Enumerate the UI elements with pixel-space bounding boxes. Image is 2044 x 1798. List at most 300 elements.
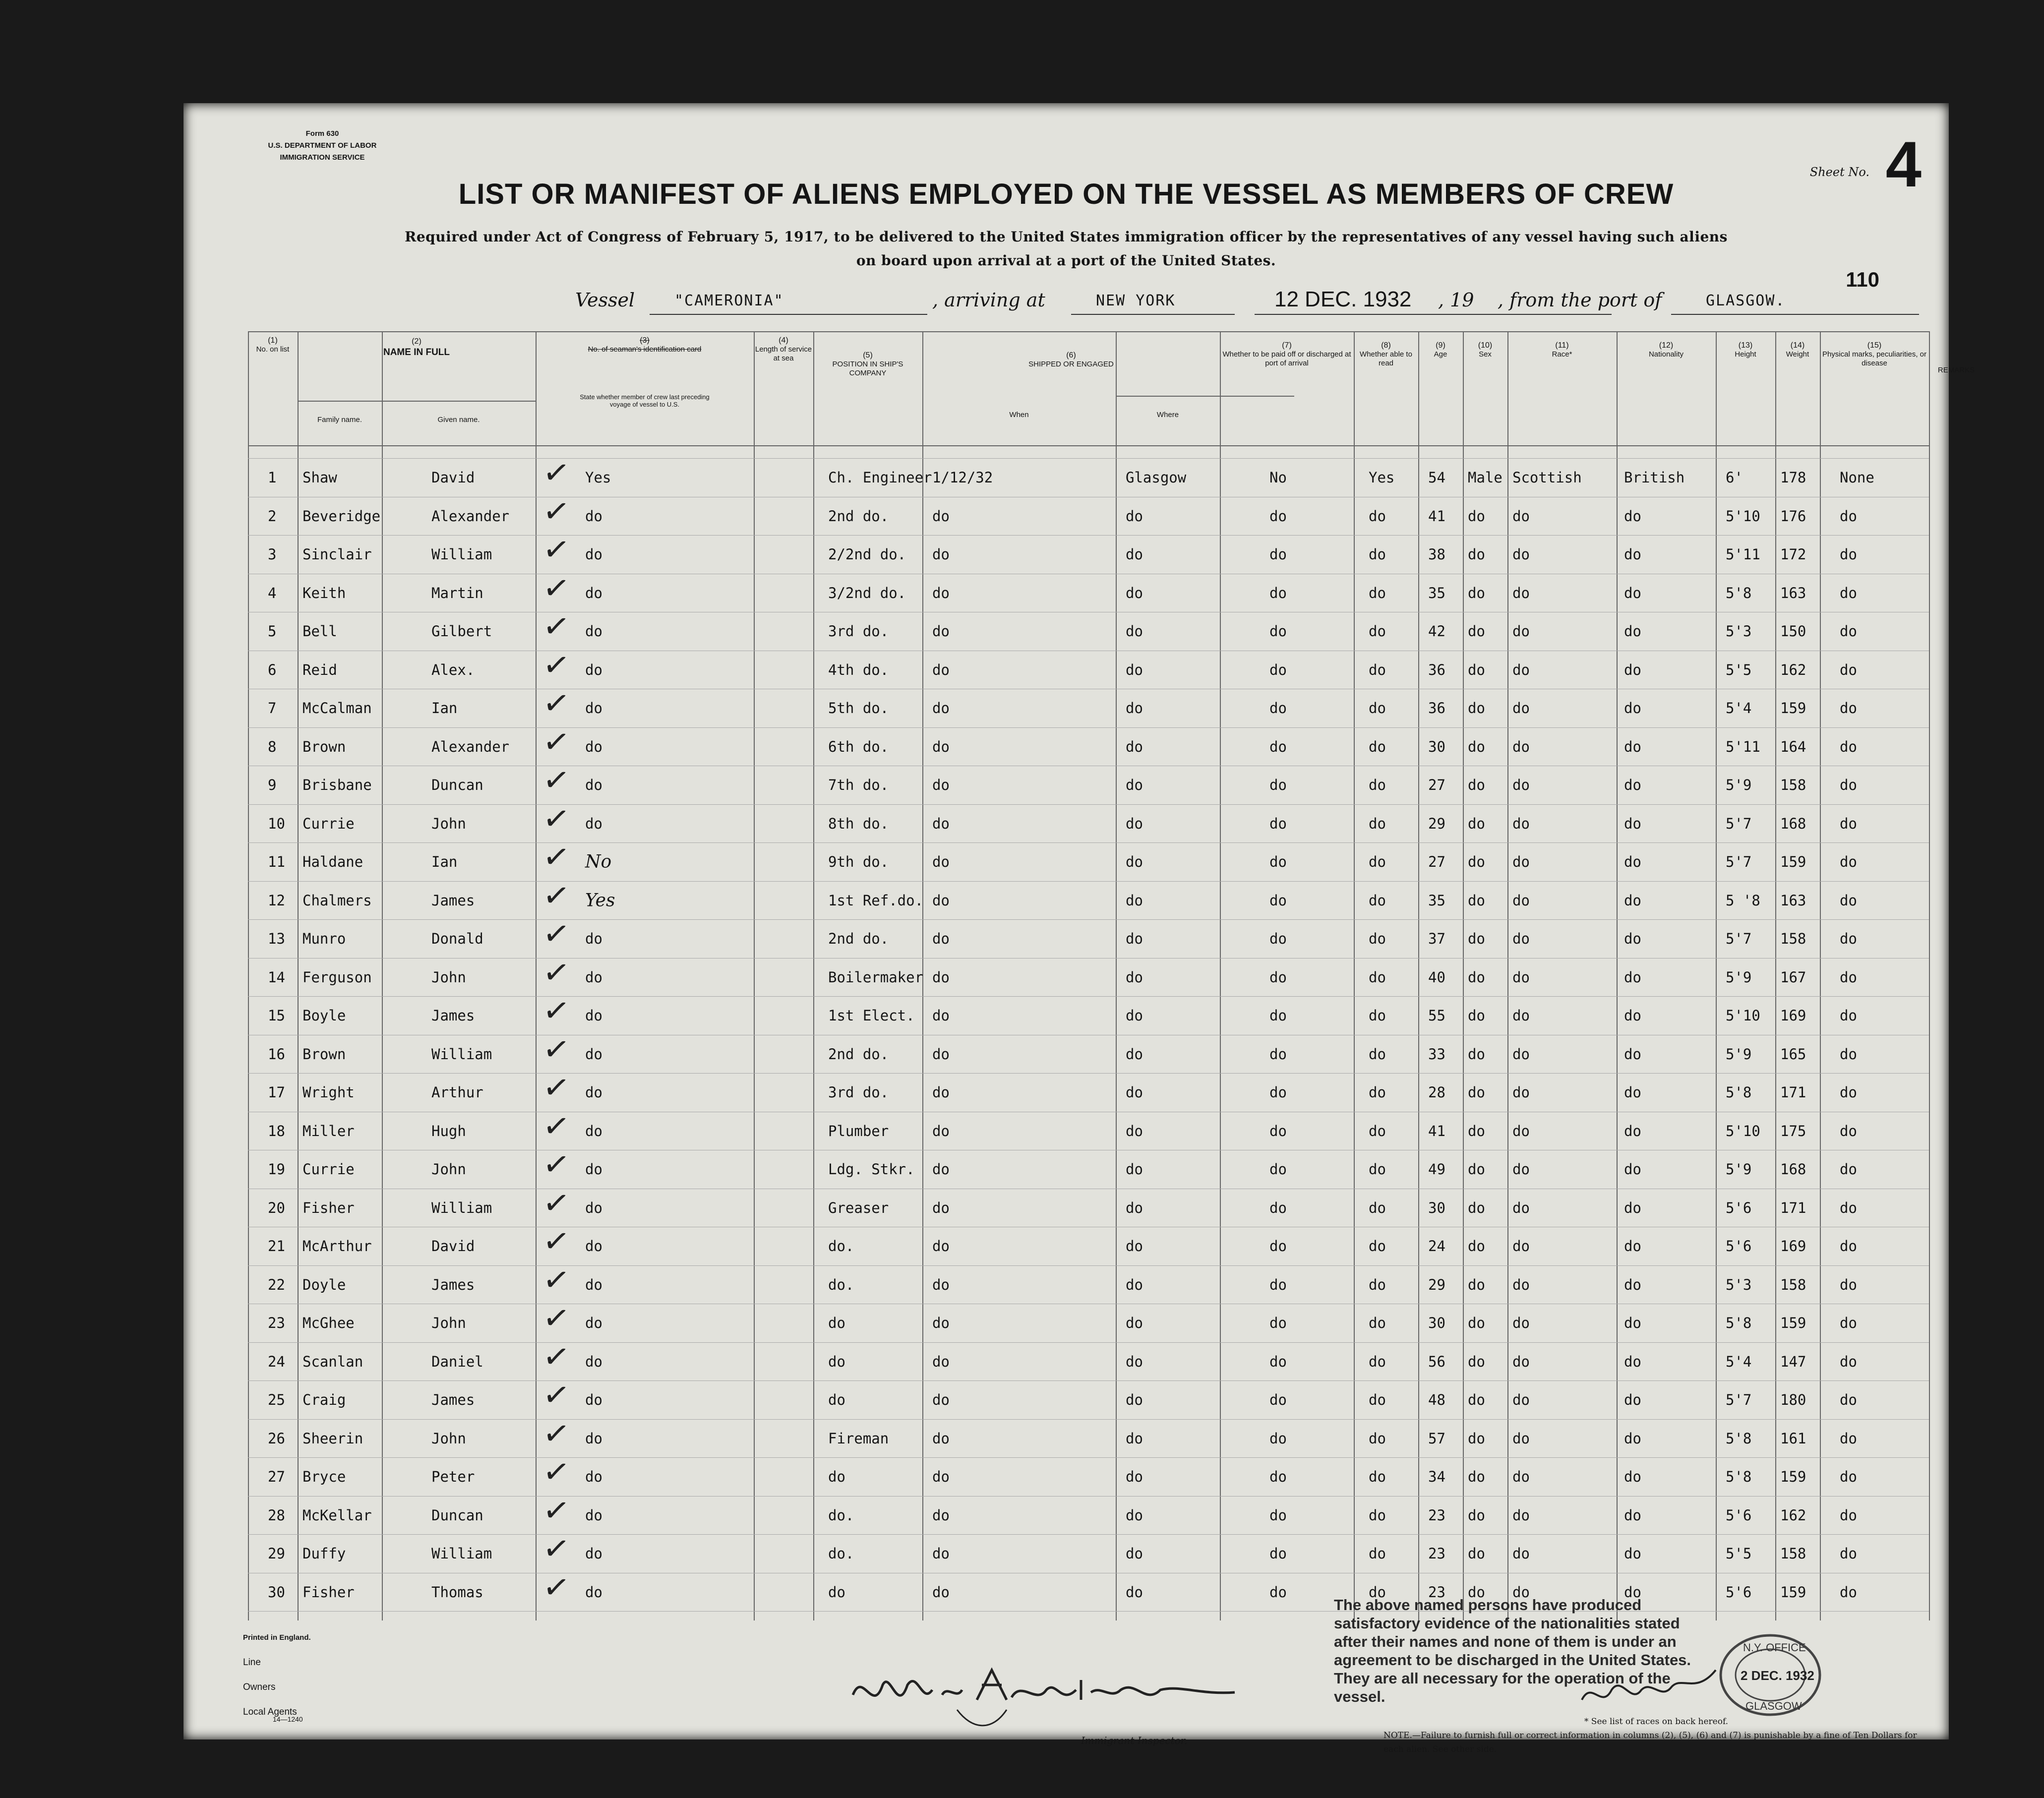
previous-voyage-cell: do <box>585 1391 602 1408</box>
previous-voyage-cell: do <box>585 1199 602 1216</box>
nationality-cell: do <box>1624 507 1641 525</box>
given-name-cell: Ian <box>431 700 458 717</box>
row-rule <box>248 535 1929 536</box>
nationality-cell: do <box>1624 1391 1641 1408</box>
given-name-cell: Donald <box>431 930 483 947</box>
nationality-cell: do <box>1624 700 1641 717</box>
weight-cell: 159 <box>1780 700 1806 717</box>
weight-cell: 171 <box>1780 1199 1806 1216</box>
row-rule <box>248 1380 1929 1381</box>
given-name-cell: Duncan <box>431 1506 483 1524</box>
able-to-read-cell: do <box>1369 1122 1386 1139</box>
family-name-cell: McGhee <box>302 1315 355 1331</box>
physical-marks-cell: do <box>1840 1545 1857 1562</box>
column-divider <box>1418 331 1419 1620</box>
paid-off-cell: do <box>1269 1161 1287 1178</box>
row-number-cell: 13 <box>268 930 285 947</box>
shipped-where-cell: do <box>1126 584 1143 601</box>
nationality-cell: do <box>1624 1161 1641 1178</box>
previous-voyage-cell: do <box>585 1468 602 1485</box>
column-divider <box>1507 331 1508 1620</box>
paid-off-cell: do <box>1269 1084 1287 1101</box>
paid-off-cell: do <box>1269 1506 1287 1524</box>
col-header-prev-voyage-number: (3) <box>640 336 650 345</box>
paid-off-cell: do <box>1269 1353 1287 1370</box>
col-header-read <box>1354 341 1418 368</box>
race-cell: do <box>1512 1199 1530 1216</box>
row-rule <box>248 958 1929 959</box>
col-header-marks-text: Physical marks, peculiarities, or disease <box>1822 350 1927 367</box>
nationality-cell: do <box>1624 1122 1641 1139</box>
name-subheader-rule <box>298 401 536 402</box>
col-header-sex-text: Sex <box>1479 350 1492 359</box>
shipped-subheader-rule <box>1116 396 1294 397</box>
column-divider <box>1716 331 1717 1620</box>
race-cell: do <box>1512 1391 1530 1408</box>
shipped-where-cell: do <box>1126 1315 1143 1331</box>
previous-voyage-cell: do <box>585 1430 602 1447</box>
age-cell: 41 <box>1428 507 1445 525</box>
height-cell: 5'7 <box>1726 1391 1752 1408</box>
age-cell: 35 <box>1428 892 1445 909</box>
arriving-label: , arriving at <box>932 289 1045 311</box>
able-to-read-cell: do <box>1369 623 1386 640</box>
form-number: Form 630 <box>305 129 339 138</box>
shipped-where-cell: do <box>1126 777 1143 793</box>
column-divider <box>1820 331 1821 1620</box>
checkmark-icon: ✓ <box>541 1567 572 1608</box>
row-number-cell: 6 <box>268 661 277 678</box>
physical-marks-cell: do <box>1840 507 1857 525</box>
manifest-table <box>248 331 1975 1620</box>
previous-voyage-cell: do <box>585 738 602 755</box>
physical-marks-cell: do <box>1840 1468 1857 1485</box>
physical-marks-cell: do <box>1840 661 1857 678</box>
checkmark-icon: ✓ <box>541 799 572 839</box>
col-header-age-number: (9) <box>1436 341 1445 350</box>
shipped-where-cell: do <box>1126 546 1143 563</box>
position-cell: Boilermaker <box>828 968 924 986</box>
position-cell: 8th do. <box>828 815 889 832</box>
checkmark-icon: ✓ <box>541 722 572 762</box>
sex-cell: do <box>1468 546 1485 563</box>
col-header-sex-number: (10) <box>1478 341 1493 350</box>
height-cell: 5'6 <box>1726 1238 1752 1255</box>
paid-off-cell: do <box>1269 892 1287 909</box>
family-name-cell: Bryce <box>302 1468 346 1485</box>
shipped-when-cell: do <box>932 738 950 755</box>
shipped-where-cell: do <box>1126 1238 1143 1255</box>
given-name-cell: Thomas <box>431 1583 483 1601</box>
col-header-weight <box>1775 341 1820 359</box>
checkmark-icon: ✓ <box>541 1144 572 1185</box>
given-name-cell: William <box>431 1199 492 1216</box>
weight-cell: 162 <box>1780 1506 1806 1524</box>
row-number-cell: 9 <box>268 777 277 793</box>
row-number-cell: 14 <box>268 968 285 986</box>
previous-voyage-cell: do <box>585 661 602 678</box>
nationality-cell: do <box>1624 815 1641 832</box>
col-header-position <box>813 351 922 378</box>
able-to-read-cell: do <box>1369 892 1386 909</box>
given-name-cell: William <box>431 1045 492 1063</box>
col-header-family-text: Family name. <box>317 416 362 424</box>
physical-marks-cell: do <box>1840 1430 1857 1447</box>
position-cell: do <box>828 1315 845 1331</box>
height-cell: 5'9 <box>1726 1045 1752 1063</box>
previous-voyage-cell: do <box>585 507 602 525</box>
previous-voyage-cell: No <box>585 851 612 872</box>
shipped-where-cell: do <box>1126 1430 1143 1447</box>
document-title: LIST OR MANIFEST OF ALIENS EMPLOYED ON THE VESSEL AS MEMBERS OF CREW <box>458 178 1674 210</box>
age-cell: 33 <box>1428 1045 1445 1063</box>
sex-cell: do <box>1468 930 1485 947</box>
shipped-when-cell: do <box>932 1122 950 1139</box>
able-to-read-cell: do <box>1369 1161 1386 1178</box>
col-header-given <box>382 416 536 424</box>
sex-cell: do <box>1468 1084 1485 1101</box>
shipped-where-cell: do <box>1126 1084 1143 1101</box>
nationality-cell: do <box>1624 968 1641 986</box>
sex-cell: do <box>1468 1353 1485 1370</box>
race-cell: do <box>1512 1238 1530 1255</box>
able-to-read-cell: do <box>1369 853 1386 870</box>
physical-marks-cell: do <box>1840 1583 1857 1601</box>
family-name-cell: Miller <box>302 1122 355 1139</box>
certification-stamp: The above named persons have produced satisfactory evidence of the nationalities stated after their names and none of them is under an agreement to be discharged in the United States. They are all necessary for the operation of the vessel. <box>1334 1596 1691 1705</box>
family-name-cell: Currie <box>302 1161 355 1178</box>
arrival-date-stamp: 12 DEC. 1932 <box>1274 287 1412 311</box>
shipped-when-cell: do <box>932 661 950 678</box>
row-number-cell: 2 <box>268 507 277 525</box>
able-to-read-cell: do <box>1369 1199 1386 1216</box>
previous-voyage-cell: do <box>585 584 602 601</box>
shipped-when-cell: do <box>932 930 950 947</box>
col-header-position-text: POSITION IN SHIP'S COMPANY <box>832 360 903 377</box>
able-to-read-cell: do <box>1369 1545 1386 1562</box>
sex-cell: do <box>1468 1276 1485 1293</box>
height-cell: 5'6 <box>1726 1199 1752 1216</box>
weight-cell: 172 <box>1780 546 1806 563</box>
shipped-when-cell: do <box>932 1045 950 1063</box>
family-name-cell: Boyle <box>302 1007 346 1024</box>
row-number-cell: 15 <box>268 1007 285 1024</box>
able-to-read-cell: do <box>1369 777 1386 793</box>
checkmark-icon: ✓ <box>541 1068 572 1108</box>
col-header-paid-off <box>1220 341 1354 368</box>
position-cell: 9th do. <box>828 853 889 870</box>
column-divider <box>1220 331 1221 1620</box>
col-header-shipped-number: (6) <box>1066 351 1076 360</box>
position-cell: 2nd do. <box>828 1045 889 1063</box>
col-header-sex <box>1463 341 1507 359</box>
position-cell: 1st Ref.do. <box>828 892 924 909</box>
col-header-read-text: Whether able to read <box>1360 350 1412 367</box>
table-rule <box>248 445 1929 446</box>
inspector-signature <box>843 1650 1250 1735</box>
footer-left <box>243 1625 311 1723</box>
physical-marks-cell: do <box>1840 1161 1857 1178</box>
row-number-cell: 7 <box>268 700 277 717</box>
physical-marks-cell: do <box>1840 1276 1857 1293</box>
nationality-cell: do <box>1624 1199 1641 1216</box>
nationality-cell: do <box>1624 1506 1641 1524</box>
given-name-cell: Gilbert <box>431 623 492 640</box>
age-cell: 55 <box>1428 1007 1445 1024</box>
family-name-cell: Currie <box>302 815 355 832</box>
col-header-nationality-number: (12) <box>1659 341 1674 350</box>
nationality-cell: do <box>1624 546 1641 563</box>
race-cell: do <box>1512 1315 1530 1331</box>
nationality-cell: do <box>1624 661 1641 678</box>
row-number-cell: 28 <box>268 1506 285 1524</box>
family-name-cell: Brown <box>302 1045 346 1063</box>
shipped-where-cell: do <box>1126 1468 1143 1485</box>
race-cell: do <box>1512 892 1530 909</box>
sex-cell: do <box>1468 1583 1485 1601</box>
race-cell: do <box>1512 777 1530 793</box>
checkmark-icon: ✓ <box>541 1491 572 1531</box>
age-cell: 40 <box>1428 968 1445 986</box>
inspector-label: Immigrant Inspector. <box>1081 1735 1188 1746</box>
column-divider <box>382 331 383 1620</box>
position-cell: do <box>828 1353 845 1370</box>
weight-cell: 161 <box>1780 1430 1806 1447</box>
physical-marks-cell: do <box>1840 892 1857 909</box>
shipped-where-cell: do <box>1126 700 1143 717</box>
height-cell: 5'9 <box>1726 968 1752 986</box>
paid-off-cell: do <box>1269 1430 1287 1447</box>
nationality-cell: do <box>1624 1583 1641 1601</box>
height-cell: 5'11 <box>1726 738 1760 755</box>
given-name-cell: William <box>431 546 492 563</box>
nationality-cell: do <box>1624 1430 1641 1447</box>
height-cell: 5'7 <box>1726 930 1752 947</box>
previous-voyage-cell: do <box>585 1315 602 1331</box>
column-divider <box>813 331 814 1620</box>
sex-cell: do <box>1468 853 1485 870</box>
local-agents-label: Local Agents <box>243 1707 297 1717</box>
checkmark-icon: ✓ <box>541 530 572 570</box>
race-cell: Scottish <box>1512 469 1582 486</box>
paid-off-cell: do <box>1269 1391 1287 1408</box>
position-cell: Greaser <box>828 1199 889 1216</box>
row-rule <box>248 1342 1929 1343</box>
previous-voyage-cell: do <box>585 1007 602 1024</box>
row-number-cell: 17 <box>268 1084 285 1101</box>
service: IMMIGRATION SERVICE <box>280 153 365 162</box>
shipped-when-cell: do <box>932 1391 950 1408</box>
weight-cell: 169 <box>1780 1007 1806 1024</box>
row-rule <box>248 804 1929 805</box>
stamp-office: N.Y. OFFICE <box>1743 1641 1806 1654</box>
sex-cell: do <box>1468 700 1485 717</box>
row-number-cell: 26 <box>268 1430 285 1447</box>
shipped-where-cell: do <box>1126 1353 1143 1370</box>
checkmark-icon: ✓ <box>541 1221 572 1262</box>
office-round-stamp <box>1716 1630 1825 1720</box>
height-cell: 5'4 <box>1726 1353 1752 1370</box>
arrival-port: NEW YORK <box>1096 292 1176 309</box>
physical-marks-cell: do <box>1840 853 1857 870</box>
able-to-read-cell: do <box>1369 1007 1386 1024</box>
shipped-where-cell: do <box>1126 661 1143 678</box>
physical-marks-cell: do <box>1840 738 1857 755</box>
col-header-where <box>1116 411 1220 420</box>
col-header-nationality-text: Nationality <box>1648 350 1684 359</box>
col-header-marks <box>1820 341 1929 368</box>
officer-signature <box>1577 1660 1721 1715</box>
position-cell: do. <box>828 1238 854 1255</box>
able-to-read-cell: do <box>1369 1353 1386 1370</box>
shipped-where-cell: do <box>1126 738 1143 755</box>
nationality-cell: do <box>1624 1353 1641 1370</box>
position-cell: 3rd do. <box>828 623 889 640</box>
weight-cell: 158 <box>1780 1276 1806 1293</box>
position-cell: 1st Elect. <box>828 1007 915 1024</box>
previous-voyage-cell: do <box>585 1583 602 1601</box>
physical-marks-cell: do <box>1840 930 1857 947</box>
weight-cell: 176 <box>1780 507 1806 525</box>
able-to-read-cell: do <box>1369 1276 1386 1293</box>
checkmark-icon: ✓ <box>541 1414 572 1454</box>
position-cell: do <box>828 1468 845 1485</box>
paid-off-cell: do <box>1269 853 1287 870</box>
height-cell: 5'3 <box>1726 623 1752 640</box>
shipped-where-cell: do <box>1126 1199 1143 1216</box>
nationality-cell: do <box>1624 623 1641 640</box>
row-rule <box>248 996 1929 997</box>
col-header-height <box>1716 341 1775 359</box>
shipped-where-cell: do <box>1126 1545 1143 1562</box>
shipped-where-cell: do <box>1126 623 1143 640</box>
row-rule <box>248 1265 1929 1266</box>
shipped-where-cell: do <box>1126 1506 1143 1524</box>
given-name-cell: Alexander <box>431 507 510 525</box>
age-cell: 36 <box>1428 661 1445 678</box>
column-divider <box>298 331 299 1620</box>
given-name-cell: John <box>431 968 466 986</box>
race-cell: do <box>1512 507 1530 525</box>
age-cell: 23 <box>1428 1506 1445 1524</box>
race-cell: do <box>1512 584 1530 601</box>
row-rule <box>248 1457 1929 1458</box>
weight-cell: 158 <box>1780 777 1806 793</box>
shipped-when-cell: do <box>932 1084 950 1101</box>
age-cell: 42 <box>1428 623 1445 640</box>
nationality-cell: do <box>1624 584 1641 601</box>
shipped-when-cell: do <box>932 1545 950 1562</box>
family-name-cell: Sheerin <box>302 1430 363 1447</box>
row-number-cell: 16 <box>268 1045 285 1063</box>
family-name-cell: Munro <box>302 930 346 947</box>
weight-cell: 175 <box>1780 1122 1806 1139</box>
given-name-cell: James <box>431 892 475 909</box>
shipped-when-cell: do <box>932 1238 950 1255</box>
shipped-when-cell: do <box>932 584 950 601</box>
col-header-name <box>298 336 536 358</box>
age-cell: 37 <box>1428 930 1445 947</box>
family-name-cell: Duffy <box>302 1545 346 1562</box>
position-cell: 6th do. <box>828 738 889 755</box>
age-cell: 36 <box>1428 700 1445 717</box>
race-cell: do <box>1512 1084 1530 1101</box>
row-number-cell: 11 <box>268 853 285 870</box>
age-cell: 29 <box>1428 815 1445 832</box>
col-header-read-number: (8) <box>1381 341 1391 350</box>
physical-marks-cell: do <box>1840 1007 1857 1024</box>
weight-cell: 164 <box>1780 738 1806 755</box>
family-name-cell: Sinclair <box>302 546 372 563</box>
paid-off-cell: do <box>1269 930 1287 947</box>
shipped-when-cell: do <box>932 1161 950 1178</box>
nationality-cell: do <box>1624 1007 1641 1024</box>
shipped-where-cell: do <box>1126 968 1143 986</box>
row-number-cell: 3 <box>268 546 277 563</box>
column-divider <box>1775 331 1776 1620</box>
position-cell: 5th do. <box>828 700 889 717</box>
footnotes <box>1383 1715 1929 1756</box>
shipped-where-cell: do <box>1126 815 1143 832</box>
row-rule <box>248 1496 1929 1497</box>
row-number-cell: 27 <box>268 1468 285 1485</box>
shipped-when-cell: do <box>932 892 950 909</box>
given-name-cell: James <box>431 1276 475 1293</box>
checkmark-icon: ✓ <box>541 991 572 1031</box>
given-name-cell: Ian <box>431 853 458 870</box>
row-number-cell: 4 <box>268 584 277 601</box>
race-cell: do <box>1512 968 1530 986</box>
checkmark-icon: ✓ <box>541 645 572 685</box>
col-header-shipped-text: SHIPPED OR ENGAGED <box>1028 360 1114 368</box>
col-header-height-number: (13) <box>1738 341 1753 350</box>
physical-marks-cell: do <box>1840 1315 1857 1331</box>
height-cell: 5'11 <box>1726 546 1760 563</box>
weight-cell: 163 <box>1780 892 1806 909</box>
given-name-cell: James <box>431 1391 475 1408</box>
position-cell: 3/2nd do. <box>828 584 906 601</box>
race-cell: do <box>1512 700 1530 717</box>
checkmark-icon: ✓ <box>541 760 572 801</box>
given-name-cell: Duncan <box>431 777 483 793</box>
weight-cell: 147 <box>1780 1353 1806 1370</box>
paid-off-cell: do <box>1269 1122 1287 1139</box>
previous-voyage-cell: do <box>585 968 602 986</box>
sex-cell: do <box>1468 1238 1485 1255</box>
nationality-cell: do <box>1624 1315 1641 1331</box>
shipped-where-cell: do <box>1126 1007 1143 1024</box>
age-cell: 30 <box>1428 1315 1445 1331</box>
previous-voyage-cell: do <box>585 1353 602 1370</box>
shipped-when-cell: do <box>932 1430 950 1447</box>
able-to-read-cell: do <box>1369 546 1386 563</box>
col-header-name-number: (2) <box>412 337 421 346</box>
checkmark-icon: ✓ <box>541 876 572 916</box>
physical-marks-cell: do <box>1840 815 1857 832</box>
paid-off-cell: do <box>1269 968 1287 986</box>
previous-voyage-cell: do <box>585 1506 602 1524</box>
vessel-line <box>392 289 1929 319</box>
checkmark-icon: ✓ <box>541 1183 572 1223</box>
race-cell: do <box>1512 1583 1530 1601</box>
age-cell: 28 <box>1428 1084 1445 1101</box>
checkmark-icon: ✓ <box>541 1029 572 1070</box>
weight-cell: 159 <box>1780 853 1806 870</box>
age-cell: 27 <box>1428 853 1445 870</box>
paid-off-cell: do <box>1269 1468 1287 1485</box>
position-cell: Fireman <box>828 1430 889 1447</box>
arrival-rule <box>1071 314 1235 315</box>
